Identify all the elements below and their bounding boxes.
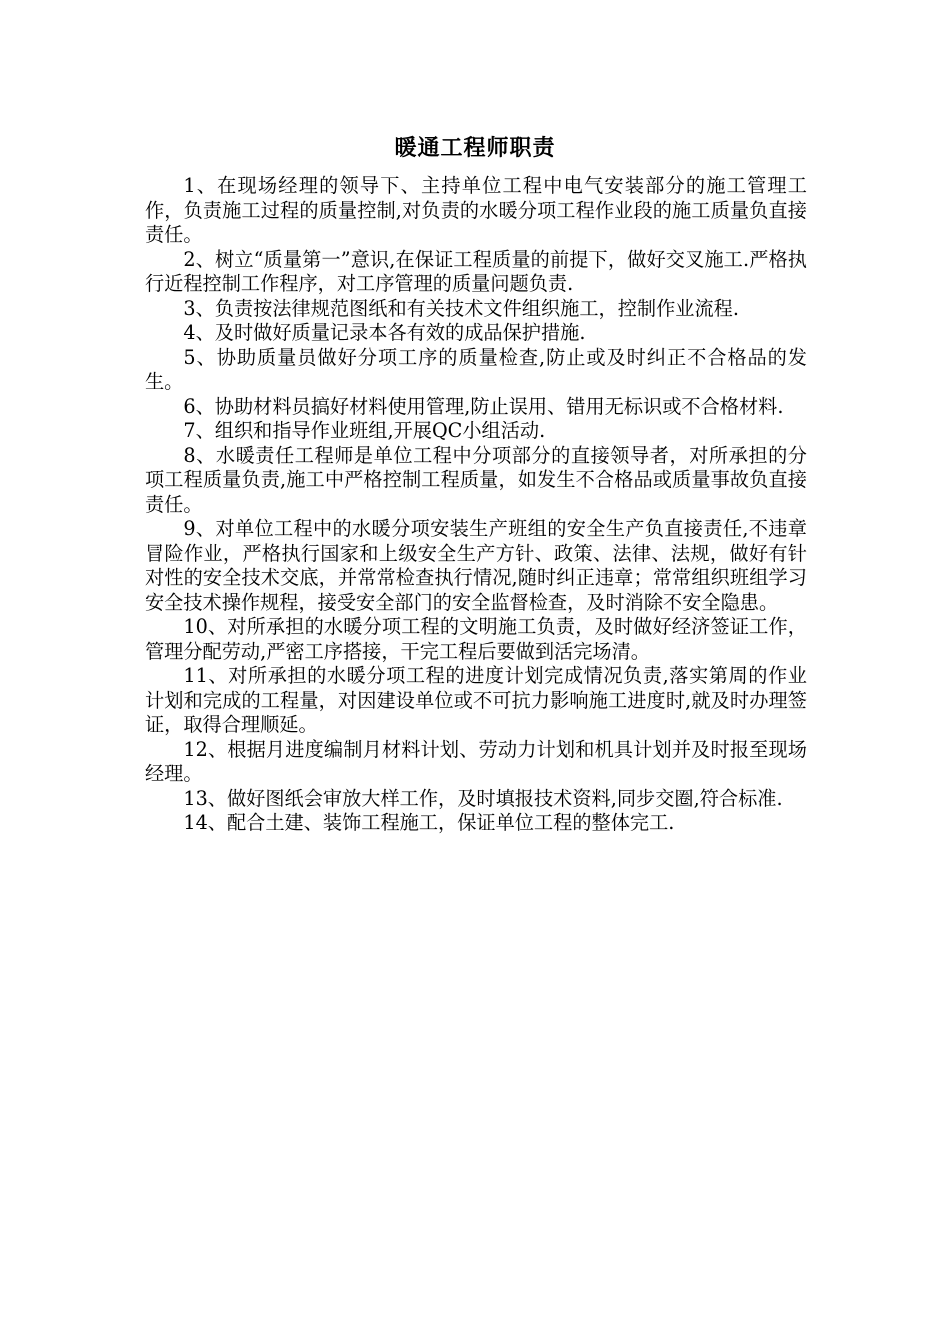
paragraph-8: 8、水暖责任工程师是单位工程中分项部分的直接领导者，对所承担的分项工程质量负责,施工中严格控制工程质量，如发生不合格品或质量事故负直接责任。 xyxy=(145,443,807,516)
paragraph-3: 3、负责按法律规范图纸和有关技术文件组织施工，控制作业流程. xyxy=(183,296,739,320)
paragraph-5: 5、协助质量员做好分项工序的质量检查,防止或及时纠正不合格品的发生。 xyxy=(145,345,807,393)
paragraph-2: 2、树立“质量第一”意识,在保证工程质量的前提下，做好交叉施工.严格执行近程控制工作程序，对工序管理的质量问题负责. xyxy=(145,247,807,295)
paragraph-14: 14、配合土建、装饰工程施工，保证单位工程的整体完工. xyxy=(183,811,675,834)
document-body xyxy=(145,174,807,836)
paragraph-6: 6、协助材料员搞好材料使用管理,防止误用、错用无标识或不合格材料. xyxy=(183,394,784,418)
paragraph-9: 9、对单位工程中的水暖分项安装生产班组的安全生产负直接责任,不违章冒险作业，严格执行国家和上级安全生产方针、政策、法律、法规，做好有针对性的安全技术交底，并常常检查执行情况,随时纠正违章；常常组织班组学习安全技术操作规程，接受安全部门的安全监督检查，及时消除不安全隐患。 xyxy=(145,517,807,614)
paragraph-4: 4、及时做好质量记录本各有效的成品保护措施. xyxy=(183,321,586,344)
paragraph-11: 11、对所承担的水暖分项工程的进度计划完成情况负责,落实第周的作业计划和完成的工程量，对因建设单位或不可抗力影响施工进度时,就及时办理签证，取得合理顺延。 xyxy=(145,664,807,736)
paragraph-13: 13、做好图纸会审放大样工作，及时填报技术资料,同步交圈,符合标准. xyxy=(183,786,783,810)
paragraph-1: 1、在现场经理的领导下、主持单位工程中电气安装部分的施工管理工作，负责施工过程的质量控制,对负责的水暖分项工程作业段的施工质量负直接责任。 xyxy=(145,174,807,246)
paragraph-12: 12、根据月进度编制月材料计划、劳动力计划和机具计划并及时报至现场经理。 xyxy=(145,737,807,785)
document-title: 暖通工程师职责 xyxy=(394,135,556,161)
paragraph-7: 7、组织和指导作业班组,开展QC小组活动. xyxy=(183,419,546,442)
paragraph-10: 10、对所承担的水暖分项工程的文明施工负责，及时做好经济签证工作，管理分配劳动,严密工序搭接，干完工程后要做到活完场清。 xyxy=(145,615,807,663)
